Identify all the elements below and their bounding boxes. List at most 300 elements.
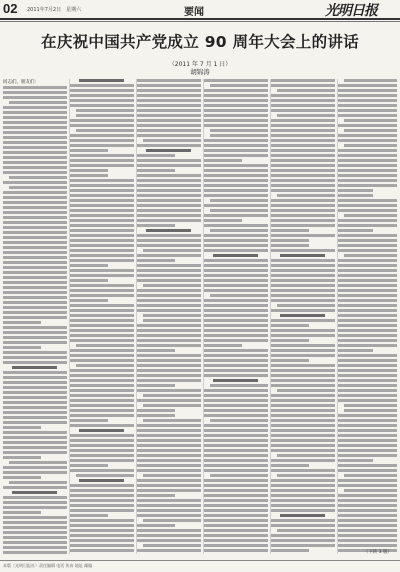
text-line xyxy=(344,474,397,477)
text-line xyxy=(137,499,201,502)
text-line xyxy=(338,304,397,307)
text-line xyxy=(137,514,201,517)
text-line xyxy=(3,321,41,324)
text-line xyxy=(213,254,258,257)
text-line xyxy=(70,209,134,212)
text-line xyxy=(338,424,397,427)
text-line xyxy=(137,274,201,277)
text-line xyxy=(338,484,397,487)
text-line xyxy=(137,374,201,377)
text-line xyxy=(70,124,134,127)
text-line xyxy=(143,419,201,422)
text-line xyxy=(137,509,201,512)
text-line xyxy=(143,314,201,317)
text-line xyxy=(3,551,67,554)
text-line xyxy=(146,229,191,232)
text-line xyxy=(338,344,397,347)
text-line xyxy=(204,494,268,497)
text-line xyxy=(3,516,67,519)
page-footer xyxy=(0,560,400,572)
text-line xyxy=(277,389,335,392)
text-line xyxy=(271,469,335,472)
text-line xyxy=(70,379,134,382)
text-line xyxy=(271,379,335,382)
text-line xyxy=(70,489,134,492)
text-line xyxy=(204,449,268,452)
text-line xyxy=(204,239,268,242)
text-line xyxy=(76,129,134,132)
text-line xyxy=(338,314,397,317)
text-line xyxy=(271,139,335,142)
text-line xyxy=(76,364,134,367)
text-line xyxy=(70,169,108,172)
text-line xyxy=(338,494,397,497)
text-line xyxy=(210,129,268,132)
text-line xyxy=(137,94,201,97)
text-line xyxy=(70,449,134,452)
text-line xyxy=(204,344,242,347)
text-line xyxy=(344,409,397,412)
text-line xyxy=(70,99,134,102)
text-line xyxy=(143,394,201,397)
text-line xyxy=(204,424,268,427)
text-line xyxy=(3,341,67,344)
text-line xyxy=(3,126,67,129)
text-line xyxy=(271,399,335,402)
text-line xyxy=(280,314,325,317)
text-line xyxy=(204,244,268,247)
text-column-5 xyxy=(271,79,335,554)
text-line xyxy=(3,136,67,139)
text-line xyxy=(70,409,134,412)
article-headline: 在庆祝中国共产党成立 90 周年大会上的讲话 xyxy=(41,33,359,51)
text-line xyxy=(3,86,67,89)
text-line xyxy=(204,119,268,122)
text-line xyxy=(3,266,67,269)
text-line xyxy=(204,369,268,372)
text-line xyxy=(3,476,41,479)
text-line xyxy=(338,294,397,297)
text-line xyxy=(344,119,397,122)
text-line xyxy=(271,214,335,217)
text-line xyxy=(3,401,67,404)
text-line xyxy=(271,404,335,407)
text-line xyxy=(338,139,397,142)
text-line xyxy=(70,254,134,257)
text-line xyxy=(70,134,134,137)
text-line xyxy=(3,376,67,379)
text-line xyxy=(271,519,335,522)
text-line xyxy=(3,501,67,504)
text-line xyxy=(338,99,397,102)
text-line xyxy=(143,319,201,322)
text-line xyxy=(3,381,67,384)
text-line xyxy=(76,344,134,347)
text-line xyxy=(204,169,268,172)
text-line xyxy=(70,324,134,327)
text-line xyxy=(204,149,268,152)
text-line xyxy=(70,384,134,387)
text-line xyxy=(271,319,335,322)
text-line xyxy=(137,124,201,127)
text-line xyxy=(338,264,397,267)
text-line xyxy=(137,434,201,437)
text-line xyxy=(3,311,67,314)
text-line xyxy=(70,154,134,157)
text-line xyxy=(271,264,335,267)
text-line xyxy=(204,429,268,432)
text-line xyxy=(3,191,67,194)
text-line xyxy=(271,534,335,537)
text-line xyxy=(204,334,268,337)
text-line xyxy=(277,194,335,197)
text-line xyxy=(204,389,268,392)
text-line xyxy=(338,259,397,262)
text-line xyxy=(271,274,335,277)
text-line xyxy=(204,504,268,507)
text-line xyxy=(271,269,335,272)
text-line xyxy=(70,159,134,162)
text-line xyxy=(338,239,397,242)
text-line xyxy=(3,336,67,339)
text-line xyxy=(271,104,335,107)
text-line xyxy=(338,244,397,247)
text-line xyxy=(137,144,201,147)
text-line xyxy=(137,534,201,537)
text-line xyxy=(204,459,268,462)
text-line xyxy=(204,359,268,362)
text-line xyxy=(137,194,201,197)
text-line xyxy=(9,481,67,484)
text-line xyxy=(210,199,268,202)
text-column-6 xyxy=(338,79,397,554)
text-line xyxy=(137,159,201,162)
text-line xyxy=(70,339,134,342)
header-divider xyxy=(0,21,400,22)
text-line xyxy=(204,114,268,117)
text-line xyxy=(70,549,134,552)
text-line xyxy=(271,94,335,97)
text-line xyxy=(204,299,268,302)
text-line xyxy=(338,89,397,92)
text-line xyxy=(137,89,201,92)
text-line xyxy=(137,409,175,412)
text-line xyxy=(70,279,108,282)
footer-info: 本版（光明日报社）责任编辑 电话 传真 地址 邮编 xyxy=(3,563,93,568)
text-line xyxy=(79,79,124,82)
text-line xyxy=(3,436,67,439)
text-line xyxy=(338,324,397,327)
text-line xyxy=(137,369,201,372)
text-line xyxy=(271,359,309,362)
text-line xyxy=(204,464,268,467)
text-line xyxy=(143,404,201,407)
text-line xyxy=(277,474,335,477)
text-line xyxy=(271,439,335,442)
text-line xyxy=(3,511,41,514)
text-line xyxy=(137,324,201,327)
text-line xyxy=(204,434,268,437)
text-line xyxy=(137,79,201,82)
text-line xyxy=(271,344,335,347)
text-line xyxy=(137,469,201,472)
text-line xyxy=(137,354,201,357)
text-line xyxy=(271,164,335,167)
text-line xyxy=(204,279,268,282)
text-line xyxy=(137,154,175,157)
text-line xyxy=(137,454,201,457)
section-title: 要闻 xyxy=(184,7,204,18)
text-line xyxy=(204,309,268,312)
text-line xyxy=(338,289,397,292)
text-line xyxy=(338,284,397,287)
text-line xyxy=(338,299,397,302)
text-line xyxy=(204,484,268,487)
text-line xyxy=(3,201,67,204)
text-line xyxy=(137,449,201,452)
text-line xyxy=(338,309,397,312)
text-line xyxy=(338,399,397,402)
text-line xyxy=(3,446,67,449)
text-line xyxy=(271,429,335,432)
text-line xyxy=(70,359,134,362)
text-line xyxy=(271,364,335,367)
text-line xyxy=(143,519,201,522)
text-line xyxy=(3,241,67,244)
text-line xyxy=(137,504,201,507)
text-line xyxy=(271,129,335,132)
text-line xyxy=(3,451,67,454)
text-line xyxy=(338,444,397,447)
text-line xyxy=(70,349,134,352)
text-line xyxy=(338,544,397,547)
text-line xyxy=(137,129,201,132)
text-line xyxy=(271,224,335,227)
text-line xyxy=(70,309,134,312)
text-line xyxy=(3,386,67,389)
text-line xyxy=(9,101,67,104)
text-line xyxy=(3,166,67,169)
text-line xyxy=(70,434,134,437)
text-line xyxy=(210,229,268,232)
text-line xyxy=(338,114,397,117)
text-line xyxy=(204,374,268,377)
text-line xyxy=(271,334,335,337)
text-line xyxy=(3,271,67,274)
text-line xyxy=(137,84,201,87)
text-line xyxy=(3,171,67,174)
text-line xyxy=(338,419,397,422)
text-line xyxy=(271,259,335,262)
text-line xyxy=(204,514,268,517)
text-line xyxy=(137,489,201,492)
text-line xyxy=(204,179,268,182)
text-line xyxy=(137,329,201,332)
text-line xyxy=(271,234,335,237)
text-line xyxy=(70,284,134,287)
text-line xyxy=(210,419,268,422)
text-line xyxy=(338,154,397,157)
text-line xyxy=(3,431,67,434)
text-line xyxy=(3,231,67,234)
text-line xyxy=(338,509,397,512)
text-line xyxy=(70,399,134,402)
text-line xyxy=(271,464,309,467)
text-line xyxy=(271,409,335,412)
text-line xyxy=(271,204,335,207)
text-line xyxy=(70,514,108,517)
text-line xyxy=(271,329,335,332)
text-line xyxy=(3,251,67,254)
text-line xyxy=(271,289,335,292)
text-line xyxy=(70,229,134,232)
text-line xyxy=(137,399,201,402)
text-line xyxy=(3,256,67,259)
text-line xyxy=(204,304,268,307)
text-line xyxy=(137,359,201,362)
text-line xyxy=(338,229,373,232)
text-line xyxy=(3,526,67,529)
text-line xyxy=(70,494,134,497)
text-line xyxy=(338,539,397,542)
text-line xyxy=(9,176,67,179)
text-line xyxy=(137,304,201,307)
text-line xyxy=(3,221,67,224)
text-line xyxy=(70,374,134,377)
text-line xyxy=(3,326,67,329)
text-line xyxy=(70,244,134,247)
text-line xyxy=(204,529,268,532)
text-line xyxy=(204,409,268,412)
text-line xyxy=(137,189,201,192)
text-line xyxy=(210,384,268,387)
text-line xyxy=(277,454,335,457)
text-line xyxy=(271,499,335,502)
text-line xyxy=(3,301,67,304)
text-line xyxy=(204,549,268,552)
text-line xyxy=(271,419,335,422)
text-line xyxy=(271,369,335,372)
text-line xyxy=(70,299,108,302)
text-line xyxy=(3,531,67,534)
text-line xyxy=(204,94,268,97)
text-line xyxy=(3,486,67,489)
text-line xyxy=(271,459,335,462)
text-line xyxy=(271,124,335,127)
text-line xyxy=(70,214,134,217)
text-line xyxy=(137,339,201,342)
text-line xyxy=(70,199,134,202)
text-line xyxy=(204,109,268,112)
text-line xyxy=(338,124,397,127)
text-line xyxy=(137,199,201,202)
text-line xyxy=(204,159,242,162)
text-line xyxy=(70,334,134,337)
text-line xyxy=(204,439,268,442)
text-line xyxy=(3,361,67,364)
text-line xyxy=(3,196,67,199)
text-line xyxy=(137,104,201,107)
text-line xyxy=(338,529,397,532)
text-line xyxy=(204,264,268,267)
continued-notice: （下转 3 版） xyxy=(363,550,392,555)
text-line xyxy=(344,79,397,82)
text-line xyxy=(70,444,134,447)
text-line xyxy=(137,119,201,122)
text-line xyxy=(338,519,397,522)
text-line xyxy=(338,104,397,107)
text-line xyxy=(271,149,335,152)
text-line xyxy=(338,369,397,372)
text-line xyxy=(271,189,335,192)
text-line xyxy=(338,234,397,237)
text-line xyxy=(338,349,373,352)
text-line xyxy=(70,484,134,487)
text-line xyxy=(280,254,325,257)
text-line xyxy=(338,434,397,437)
text-line xyxy=(137,289,201,292)
text-column-3 xyxy=(137,79,201,554)
text-line xyxy=(338,329,397,332)
text-line xyxy=(70,274,134,277)
text-line xyxy=(70,189,134,192)
text-line xyxy=(271,539,335,542)
text-line xyxy=(3,391,67,394)
text-column-4 xyxy=(204,79,268,554)
text-line xyxy=(338,274,397,277)
text-line xyxy=(137,219,201,222)
text-line xyxy=(3,206,67,209)
text-line xyxy=(277,304,335,307)
text-line xyxy=(338,169,397,172)
text-line xyxy=(3,536,67,539)
text-line xyxy=(3,496,67,499)
text-line xyxy=(70,459,134,462)
text-line xyxy=(137,539,201,542)
text-line xyxy=(271,299,335,302)
text-line xyxy=(271,339,309,342)
text-line xyxy=(338,504,397,507)
text-line xyxy=(204,204,268,207)
text-line xyxy=(204,454,268,457)
text-line xyxy=(338,499,397,502)
text-line xyxy=(338,204,397,207)
text-line xyxy=(3,141,67,144)
text-line xyxy=(137,414,175,417)
text-line xyxy=(271,489,335,492)
text-line xyxy=(70,224,134,227)
text-line xyxy=(271,219,335,222)
text-line xyxy=(70,89,134,92)
text-line xyxy=(204,539,268,542)
text-line xyxy=(271,444,335,447)
text-line xyxy=(3,546,67,549)
text-line xyxy=(271,479,335,482)
text-line xyxy=(271,494,335,497)
text-line xyxy=(3,156,67,159)
text-line xyxy=(271,324,309,327)
text-line xyxy=(137,184,201,187)
text-line xyxy=(76,114,134,117)
text-line xyxy=(137,334,201,337)
text-line xyxy=(3,411,67,414)
text-line xyxy=(3,471,67,474)
text-line xyxy=(271,144,335,147)
text-line xyxy=(70,369,134,372)
text-line xyxy=(271,509,335,512)
text-line xyxy=(204,174,268,177)
text-line xyxy=(338,269,397,272)
